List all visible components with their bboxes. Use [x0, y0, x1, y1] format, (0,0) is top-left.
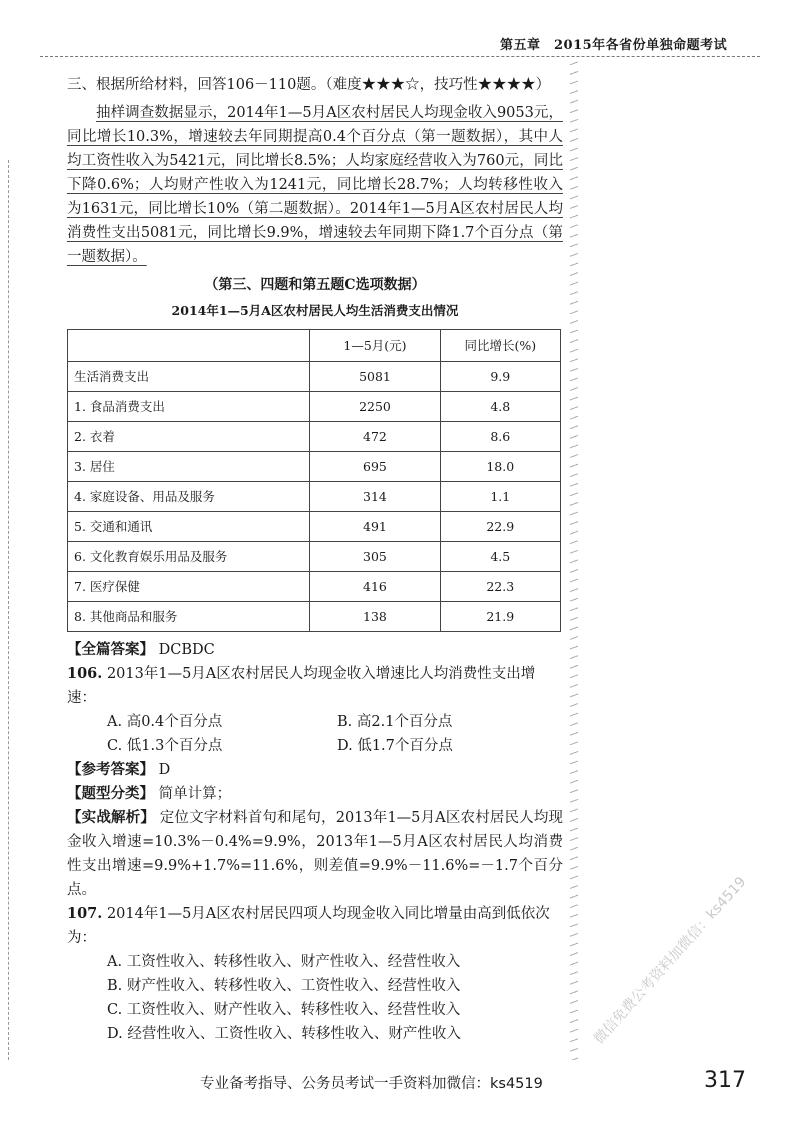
header-amount: 1—5月(元)	[310, 330, 440, 362]
row-item: 6. 文化教育娱乐用品及服务	[68, 542, 310, 572]
page-number: 317	[704, 1068, 746, 1093]
reference-answer-value: D	[158, 762, 171, 778]
table-row	[68, 602, 561, 632]
row-item: 4. 家庭设备、用品及服务	[68, 482, 310, 512]
material-paragraph: 抽样调查数据显示，2014年1—5月A区农村居民人均现金收入9053元，同比增长10.3%，增速较去年同期提高0.4个百分点（第一题数据），其中人均工资性收入为5421元，同比增长8.5%；人均家庭经营收入为760元，同比下降0.6%；人均财产性收入为1241元，同比增长28.7%；人均转移性收入为1631元，同比增长10%（第二题数据）。2014年1—5月A区农村居民人均消费性支出5081元，同比增长9.9%，增速较去年同期下降1.7个百分点（第一题数据）。	[67, 105, 563, 265]
option-b: B. 高2.1个百分点	[337, 714, 453, 730]
header-item	[68, 330, 310, 362]
footer-text: 专业备考指导、公务员考试一手资料加微信：ks4519	[200, 1076, 543, 1092]
table-row	[68, 512, 561, 542]
row-amount: 2250	[310, 392, 440, 422]
option-c: C. 低1.3个百分点	[107, 738, 223, 754]
row-amount: 416	[310, 572, 440, 602]
question-107	[67, 902, 563, 1046]
row-item: 1. 食品消费支出	[68, 392, 310, 422]
option-b: B. 财产性收入、转移性收入、工资性收入、经营性收入	[107, 978, 461, 994]
section-title: 三、根据所给材料，回答106－110题。（难度★★★☆，技巧性★★★★）	[67, 77, 551, 93]
question-text: 2014年1—5月A区农村居民四项人均现金收入同比增量由高到低依次为：	[67, 906, 550, 946]
table-note: （第三、四题和第五题C选项数据）	[204, 277, 426, 293]
table-row	[68, 392, 561, 422]
row-item: 生活消费支出	[68, 362, 310, 392]
table-row	[68, 482, 561, 512]
table-row	[68, 572, 561, 602]
row-amount: 472	[310, 422, 440, 452]
row-growth: 22.9	[440, 512, 560, 542]
option-d: D. 经营性收入、工资性收入、转移性收入、财产性收入	[107, 1026, 461, 1042]
header-growth: 同比增长(%)	[440, 330, 560, 362]
row-item: 5. 交通和通讯	[68, 512, 310, 542]
watermark: 微信免费公考资料加微信：ks4519	[591, 873, 750, 1048]
question-type-value: 简单计算；	[158, 786, 232, 802]
question-text: 2013年1—5月A区农村居民人均现金收入增速比人均消费性支出增速：	[67, 666, 536, 706]
chapter-header: 第五章 2015年各省份单独命题考试	[500, 38, 728, 53]
page-content	[67, 73, 563, 1046]
option-c: C. 工资性收入、财产性收入、转移性收入、经营性收入	[107, 1002, 461, 1018]
option-d: D. 低1.7个百分点	[337, 738, 453, 754]
analysis	[67, 806, 563, 902]
analysis-label: 【实战解析】	[67, 809, 155, 826]
all-answers	[67, 638, 563, 662]
question-type-label: 【题型分类】	[67, 785, 154, 802]
table-title: 2014年1—5月A区农村居民人均生活消费支出情况	[171, 303, 459, 318]
all-answers-label: 【全篇答案】	[67, 641, 154, 658]
question-107-stem	[67, 902, 563, 950]
option-a: A. 高0.4个百分点	[107, 714, 223, 730]
row-growth: 21.9	[440, 602, 560, 632]
table-header-row	[68, 330, 561, 362]
question-type	[67, 782, 563, 806]
tear-line-decoration	[570, 60, 578, 1060]
table-row	[68, 452, 561, 482]
row-item: 3. 居住	[68, 452, 310, 482]
row-growth: 9.9	[440, 362, 560, 392]
table-row	[68, 362, 561, 392]
row-amount: 695	[310, 452, 440, 482]
row-growth: 1.1	[440, 482, 560, 512]
row-growth: 4.8	[440, 392, 560, 422]
row-item: 7. 医疗保健	[68, 572, 310, 602]
row-growth: 22.3	[440, 572, 560, 602]
row-growth: 8.6	[440, 422, 560, 452]
question-number: 107.	[67, 905, 103, 922]
question-106-stem	[67, 662, 563, 710]
table-row	[68, 542, 561, 572]
row-growth: 4.5	[440, 542, 560, 572]
analysis-text: 定位文字材料首句和尾句，2013年1—5月A区农村居民人均现金收入增速=10.3%－0.4%=9.9%，2013年1—5月A区农村居民人均消费性支出增速=9.9%+1.7%=11.6%，则差值=9.9%－11.6%=－1.7个百分点。	[67, 810, 564, 898]
all-answers-value: DCBDC	[158, 642, 215, 658]
row-amount: 491	[310, 512, 440, 542]
row-amount: 5081	[310, 362, 440, 392]
reference-answer	[67, 758, 563, 782]
question-106	[67, 662, 563, 902]
question-number: 106.	[67, 665, 103, 682]
row-item: 8. 其他商品和服务	[68, 602, 310, 632]
row-amount: 314	[310, 482, 440, 512]
row-amount: 305	[310, 542, 440, 572]
row-amount: 138	[310, 602, 440, 632]
row-item: 2. 衣着	[68, 422, 310, 452]
header-divider	[40, 56, 760, 57]
option-a: A. 工资性收入、转移性收入、财产性收入、经营性收入	[107, 954, 461, 970]
consumption-table	[67, 329, 561, 632]
table-row	[68, 422, 561, 452]
row-growth: 18.0	[440, 452, 560, 482]
reference-answer-label: 【参考答案】	[67, 761, 154, 778]
binding-margin-line	[8, 160, 9, 1060]
question-106-options	[107, 710, 563, 758]
